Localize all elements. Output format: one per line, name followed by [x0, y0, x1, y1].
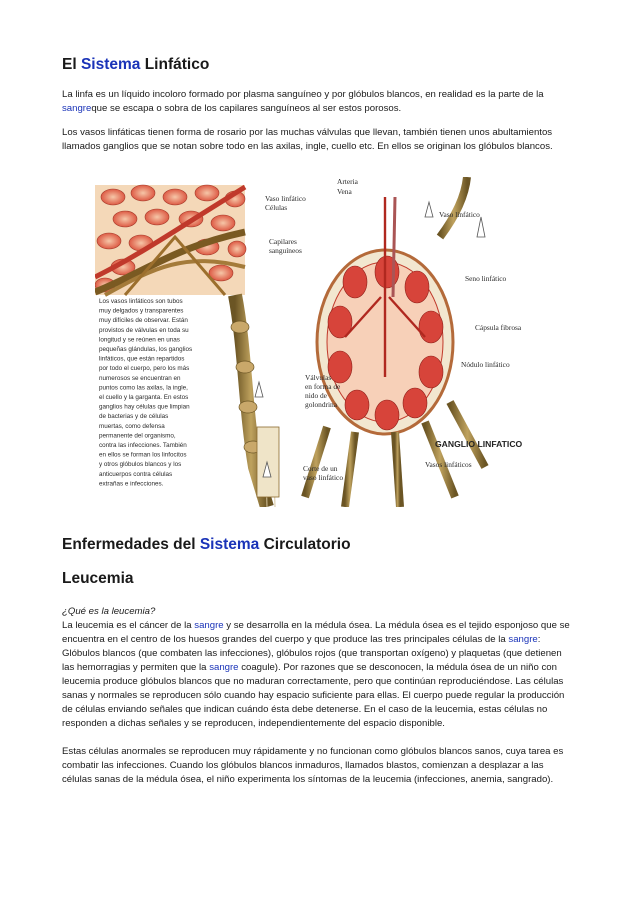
page-title: El Sistema Linfático	[62, 56, 210, 73]
label-valvulas: Válvulas	[305, 373, 332, 382]
figure-note-line: muy difíciles de observar. Están	[99, 317, 188, 325]
figure-note-line: muertas, como defensa	[99, 422, 165, 430]
label-vasos-linfaticos: Vasos linfáticos	[425, 460, 472, 469]
label-corte: Corte de un	[303, 464, 338, 473]
sangre-link[interactable]: sangre	[194, 620, 224, 631]
figure-note-line: anticuerpos contra células	[99, 470, 173, 478]
figure-note-line: muy delgados y transparentes	[99, 307, 184, 315]
label-seno-linfatico: Seno linfático	[465, 274, 507, 283]
figure-note-line: permanente del organismo,	[99, 432, 176, 440]
figure-note-line: extrañas e infecciones.	[99, 480, 164, 488]
lymph-node-graphic	[317, 197, 453, 434]
keyword-link[interactable]: Sistema	[80, 56, 141, 73]
figure-note	[99, 298, 192, 487]
label-capilares: Capilares	[269, 237, 297, 246]
symptoms-paragraph: Estas células anormales se reproducen muy rápidamente y no funcionan como glóbulos blancos sanos, cuya tarea es combatir las infecciones. Cuando los glóbulos blancos inmaduros, llamados blastos, comienzan a desplazar a las células sanas de la médula ósea, el niño experimenta los síntomas de la leucemia (infecciones, anemia, sangrado).	[62, 746, 564, 785]
label-nodulo-linfatico: Nódulo linfático	[461, 360, 510, 369]
figure-note-line: en ellos se forman los linfocitos	[99, 451, 187, 459]
label-nido-de: nido de	[305, 391, 327, 400]
vessels-paragraph: Los vasos linfáticas tienen forma de rosario por las muchas válvulas que llevan, también tienen unos abultamientos llamados ganglios que se notan sobre todo en las axilas, ingle, cuello etc. En ellos se originan los glóbulos blancos.	[62, 127, 553, 152]
section-heading: Enfermedades del Sistema Circulatorio	[62, 536, 351, 553]
figure-note-line: numerosos se encuentran en	[99, 374, 181, 382]
label-golondrina: golondrina	[305, 400, 338, 409]
lymphatic-system-illustration	[95, 177, 545, 507]
intro-paragraph: La linfa es un líquido incoloro formado por plasma sanguíneo y por glóbulos blancos, en realidad es la parte de la sangreque se escapa o sobra de los capilares sanguíneos al ser estos porosos.	[62, 89, 544, 114]
figure-note-line: y otros glóbulos blancos y los	[99, 461, 182, 469]
subsection-heading: Leucemia	[62, 570, 134, 587]
label-capsula-fibrosa: Cápsula fibrosa	[475, 323, 522, 332]
question-line: ¿Qué es la leucemia?	[62, 606, 156, 617]
figure-note-line: provistos de válvulas en toda su	[99, 326, 189, 334]
figure-note-line: linfáticos, que están repartidos	[99, 355, 185, 363]
figure-note-line: ganglios hay células que limpian	[99, 403, 190, 411]
figure-note-line: el cuello y la garganta. En estos	[99, 394, 189, 401]
leukemia-paragraph: La leucemia es el cáncer de la sangre y se desarrolla en la médula ósea. La médula ósea es el tejido esponjoso que se encuentra en el centro de los huesos grandes del cuerpo y que produce las tres principales células de la sangre: Glóbulos blancos (que combaten las infecciones), glóbulos rojos (que transportan oxígeno) y plaquetas (que detienen las hemorragias y permiten que la sangre coagule). Por razones que se desconocen, la médula ósea de un niño con leucemia produce glóbulos blancos que no maduran correctamente, pero que continúan reproduciéndose. Las células sanas y normales se reproducen sólo cuando hay espacio suficiente para ellas. El cuerpo puede regular la producción de células enviando señales que indican cuándo ésta debe detenerse. En el caso de la leucemia, estas células no responden a dichas señales y se reproducen, independientemente del espacio disponible.	[62, 620, 570, 729]
label-arteria: Arteria	[337, 177, 358, 186]
label-en-forma-de: en forma de	[305, 382, 341, 391]
label-vaso-linfatico-2: Vaso linfático	[439, 210, 480, 219]
figure-note-line: contra las infecciones. También	[99, 442, 187, 449]
label-sanguineos: sanguíneos	[269, 246, 302, 255]
sangre-link[interactable]: sangre	[508, 634, 538, 645]
sangre-link[interactable]: sangre	[62, 103, 92, 114]
valved-vessel-graphic	[231, 295, 279, 507]
label-vaso-linfatico-1: Vaso linfático	[265, 194, 306, 203]
figure-note-line: Los vasos linfáticos son tubos	[99, 298, 183, 305]
label-vaso-linfatico-3: vaso linfático	[303, 473, 344, 482]
figure-note-line: longitud y se reúnen en unas	[99, 336, 180, 344]
figure-note-line: pequeñas glándulas, los ganglios	[99, 346, 193, 353]
figure-note-line: puntos como las axilas, la ingle,	[99, 384, 188, 392]
figure-note-line: de bacterias y de células	[99, 413, 169, 421]
keyword-link[interactable]: Sistema	[199, 536, 260, 553]
figure-note-line: por todo el cuerpo, pero los más	[99, 365, 190, 373]
figure-title: GANGLIO LINFATICO	[435, 439, 523, 449]
sangre-link[interactable]: sangre	[209, 662, 239, 673]
label-vena: Vena	[337, 187, 352, 196]
tissue-cells-graphic	[95, 185, 246, 295]
label-celulas: Células	[265, 203, 288, 212]
